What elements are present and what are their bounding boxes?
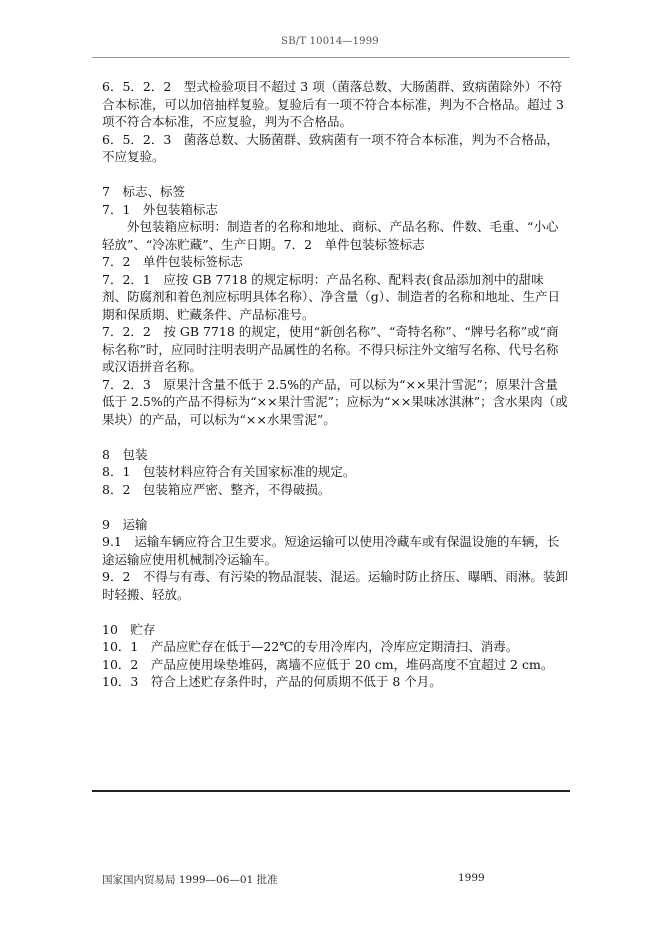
clause-9-2: 9．2 不得与有毒、有污染的物品混装、混运。运输时防止挤压、曝晒、雨淋。装卸时轻搬、轻放。 bbox=[102, 569, 568, 602]
header-divider bbox=[92, 57, 570, 58]
clause-6-5-2-3: 6．5．2．3 菌落总数、大肠菌群、致病菌有一项不符合本标准，判为不合格品，不应复验。 bbox=[102, 131, 559, 164]
paragraph-gap bbox=[102, 498, 568, 516]
clause-6-5-2-2: 6．5．2．2 型式检验项目不超过 3 项（菌落总数、大肠菌群、致病菌除外）不符合本标准，可以加倍抽样复验。复验后有一项不符合本标准，判为不合格品。超过 3 项不符合本标准，不应复验，判为不合格品。 bbox=[102, 79, 564, 129]
paragraph-gap bbox=[102, 603, 568, 621]
clause-10-1: 10．1 产品应贮存在低于—22℃的专用冷库内，冷库应定期清扫、消毒。 bbox=[102, 639, 519, 654]
clause-8-1: 8．1 包装材料应符合有关国家标准的规定。 bbox=[102, 464, 356, 479]
clause-9-1: 9.1 运输车辆应符合卫生要求。短途运输可以使用冷藏车或有保温设施的车辆，长途运输应使用机械制冷运输车。 bbox=[102, 534, 560, 567]
approval-statement: 国家国内贸易局 1999—06—01 批准 bbox=[102, 874, 278, 886]
clause-10-3: 10．3 符合上述贮存条件时，产品的何质期不低于 8 个月。 bbox=[102, 674, 442, 689]
paragraph-gap bbox=[102, 428, 568, 446]
clause-8-2: 8．2 包装箱应严密、整齐，不得破损。 bbox=[102, 481, 331, 497]
footer-divider bbox=[92, 790, 570, 792]
clause-7-2-3: 7．2．3 原果汁含量不低于 2.5%的产品，可以标为“××果汁雪泥”；原果汁含量低于 2.5%的产品不得标为“××果汁雪泥”；应标为“××果味冰淇淋”；含水果肉（或果块）的产品，可以标为“××水果雪泥”。 bbox=[102, 376, 568, 427]
section-7-heading: 7 标志、标签 bbox=[102, 184, 185, 199]
clause-7-1-text: 外包装箱应标明：制造者的名称和地址、商标、产品名称、件数、毛重、“小心轻放”、“冷冻贮藏”、生产日期。7．2 单件包装标签标志 bbox=[102, 219, 559, 252]
paragraph-gap bbox=[102, 166, 568, 184]
clause-10-2: 10．2 产品应使用垛垫堆码，离墙不应低于 20 cm，堆码高度不宜超过 2 cm。 bbox=[102, 656, 554, 672]
clause-7-2-1: 7．2．1 应按 GB 7718 的规定标明：产品名称、配料表(食品添加剂中的甜味剂、防腐剂和着色剂应标明具体名称）、净含量（g）、制造者的名称和地址、生产日期和保质期、贮藏条件、产品标准号。 bbox=[102, 271, 561, 322]
footer-year: 1999 bbox=[458, 872, 485, 884]
section-9-heading: 9 运输 bbox=[102, 516, 148, 532]
document-body bbox=[102, 78, 568, 691]
section-8-heading: 8 包装 bbox=[102, 446, 148, 462]
clause-7-2-2: 7．2．2 按 GB 7718 的规定，使用“新创名称”、“奇特名称”、“牌号名称”或“商标名称”时，应同时注明表明产品属性的名称。不得只标注外文缩写名称、代号名称或汉语拼音名称。 bbox=[102, 324, 559, 374]
clause-7-1-heading: 7．1 外包装箱标志 bbox=[102, 201, 218, 217]
clause-7-2-heading: 7．2 单件包装标签标志 bbox=[102, 254, 243, 269]
section-10-heading: 10 贮存 bbox=[102, 621, 156, 637]
standard-code-header: SB/T 10014—1999 bbox=[281, 36, 379, 47]
